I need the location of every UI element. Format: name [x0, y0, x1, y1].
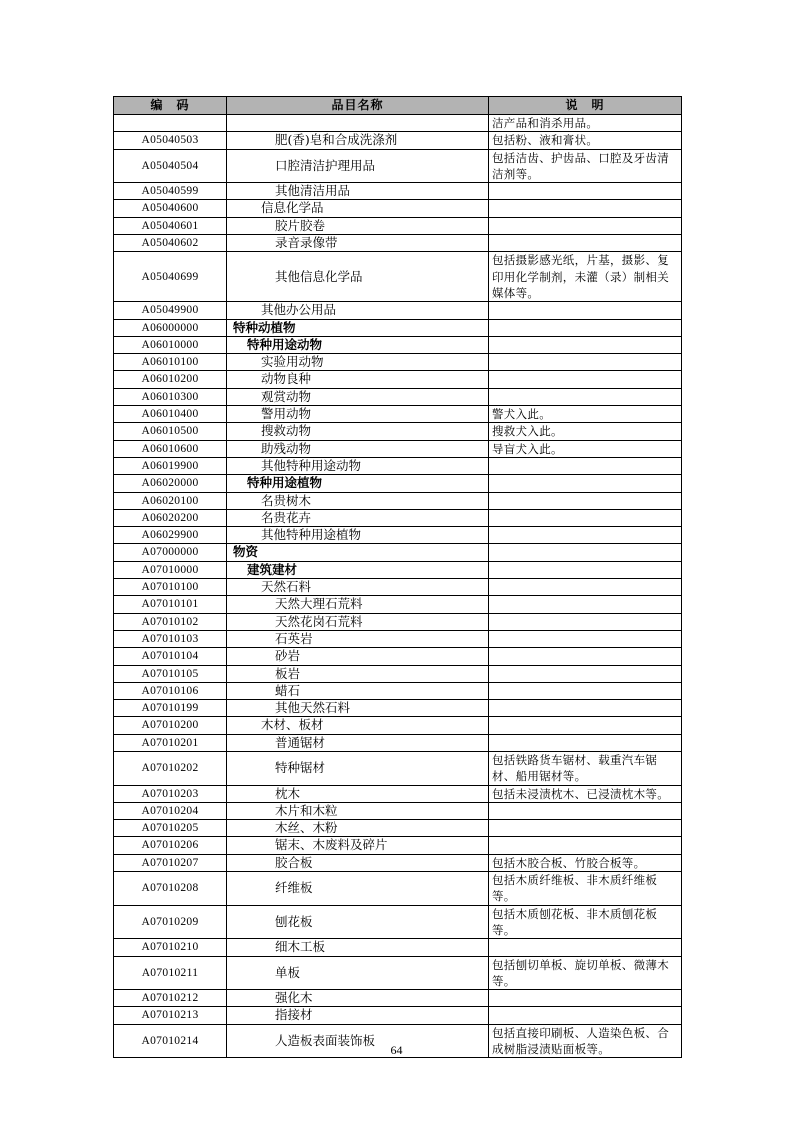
item-name: 细木工板	[275, 939, 326, 955]
item-name-cell	[227, 183, 489, 200]
table-row	[114, 630, 682, 647]
item-code: A06010300	[114, 388, 227, 405]
item-name: 指接材	[275, 1007, 313, 1023]
item-note	[489, 802, 682, 819]
item-name-cell	[227, 200, 489, 217]
item-note	[489, 837, 682, 854]
item-name-cell	[227, 613, 489, 630]
table-row	[114, 579, 682, 596]
table-row	[114, 132, 682, 149]
item-name-cell	[227, 235, 489, 252]
item-code: A07010106	[114, 682, 227, 699]
item-name: 枕木	[275, 785, 301, 801]
table-row	[114, 200, 682, 217]
table-row	[114, 939, 682, 956]
item-name-cell	[227, 492, 489, 509]
item-code: A07010206	[114, 837, 227, 854]
item-name-cell	[227, 802, 489, 819]
item-code: A05040503	[114, 132, 227, 149]
table-row	[114, 457, 682, 474]
item-note: 包括刨切单板、旋切单板、微薄木等。	[489, 956, 682, 990]
item-name: 物资	[233, 544, 259, 560]
header-note: 说 明	[489, 97, 682, 115]
item-name-cell	[227, 132, 489, 149]
table-row	[114, 319, 682, 336]
item-note	[489, 371, 682, 388]
item-code: A07010104	[114, 648, 227, 665]
item-name: 特种用途植物	[247, 475, 323, 491]
item-name: 单板	[275, 964, 301, 980]
item-note	[489, 561, 682, 578]
item-name: 录音录像带	[275, 235, 338, 251]
item-note	[489, 509, 682, 526]
item-name-cell	[227, 440, 489, 457]
header-code: 编 码	[114, 97, 227, 115]
item-note: 包括直接印刷板、人造染色板、合成树脂浸渍贴面板等。	[489, 1024, 682, 1058]
table-row	[114, 354, 682, 371]
table-body	[114, 115, 682, 1058]
table-row	[114, 956, 682, 990]
item-name: 动物良种	[261, 371, 312, 387]
item-name-cell	[227, 820, 489, 837]
item-name: 人造板表面装饰板	[275, 1032, 376, 1048]
item-name-cell	[227, 302, 489, 319]
item-code: A07010205	[114, 820, 227, 837]
item-code: A07010101	[114, 596, 227, 613]
item-name-cell	[227, 354, 489, 371]
item-code: A06010100	[114, 354, 227, 371]
item-note	[489, 613, 682, 630]
item-note: 包括摄影感光纸，片基，摄影、复印用化学制剂，未灌（录）制相关媒体等。	[489, 252, 682, 302]
item-note	[489, 544, 682, 561]
item-note: 洁产品和消杀用品。	[489, 115, 682, 132]
table-row	[114, 837, 682, 854]
item-name-cell	[227, 252, 489, 302]
table-row	[114, 905, 682, 939]
item-note	[489, 665, 682, 682]
table-row	[114, 872, 682, 906]
item-name: 其他清洁用品	[275, 183, 351, 199]
table-row	[114, 665, 682, 682]
item-name: 其他天然石料	[275, 700, 351, 716]
item-note	[489, 217, 682, 234]
item-name: 刨花板	[275, 913, 313, 929]
table-row	[114, 252, 682, 302]
item-name: 特种用途动物	[247, 336, 323, 352]
table-row	[114, 751, 682, 785]
item-code: A06010500	[114, 423, 227, 440]
item-note: 包括洁齿、护齿品、口腔及牙齿清洁剂等。	[489, 149, 682, 183]
item-code: A07010204	[114, 802, 227, 819]
table-row	[114, 854, 682, 871]
item-name: 助残动物	[261, 440, 312, 456]
table-row	[114, 596, 682, 613]
item-code: A05040599	[114, 183, 227, 200]
item-code: A05049900	[114, 302, 227, 319]
item-name: 建筑建材	[247, 561, 298, 577]
item-code: A07010103	[114, 630, 227, 647]
table-row	[114, 492, 682, 509]
item-note: 包括木质纤维板、非木质纤维板等。	[489, 872, 682, 906]
item-note	[489, 527, 682, 544]
item-name-cell	[227, 561, 489, 578]
item-code: A06010600	[114, 440, 227, 457]
item-note	[489, 200, 682, 217]
item-name-cell	[227, 837, 489, 854]
item-code: A06010200	[114, 371, 227, 388]
item-name-cell	[227, 872, 489, 906]
item-name-cell	[227, 457, 489, 474]
item-code: A05040602	[114, 235, 227, 252]
item-name: 其他办公用品	[261, 302, 337, 318]
table-row	[114, 561, 682, 578]
item-name: 搜救动物	[261, 423, 312, 439]
table-row	[114, 1007, 682, 1024]
item-note	[489, 648, 682, 665]
item-name: 蜡石	[275, 682, 301, 698]
item-name: 其他特种用途动物	[261, 457, 362, 473]
item-name-cell	[227, 734, 489, 751]
item-name: 观赏动物	[261, 388, 312, 404]
item-note	[489, 579, 682, 596]
item-name-cell	[227, 544, 489, 561]
item-code: A07010200	[114, 717, 227, 734]
item-name-cell	[227, 785, 489, 802]
item-name-cell	[227, 579, 489, 596]
item-note	[489, 596, 682, 613]
item-code: A06020000	[114, 475, 227, 492]
item-name-cell	[227, 990, 489, 1007]
table-row	[114, 648, 682, 665]
table-row	[114, 785, 682, 802]
item-code: A06010000	[114, 336, 227, 353]
item-code: A07010211	[114, 956, 227, 990]
item-name: 砂岩	[275, 648, 301, 664]
item-name: 天然大理石荒料	[275, 596, 363, 612]
item-name: 普通锯材	[275, 734, 326, 750]
table-row	[114, 336, 682, 353]
item-note: 包括木胶合板、竹胶合板等。	[489, 854, 682, 871]
page-number: 64	[390, 1043, 403, 1057]
item-note	[489, 457, 682, 474]
item-name-cell	[227, 854, 489, 871]
item-code: A05040600	[114, 200, 227, 217]
item-name-cell	[227, 336, 489, 353]
table-row	[114, 406, 682, 423]
table-row	[114, 183, 682, 200]
item-code: A07010201	[114, 734, 227, 751]
item-code: A06020200	[114, 509, 227, 526]
table-header	[114, 97, 682, 115]
item-code: A07010212	[114, 990, 227, 1007]
item-name: 名贵花卉	[261, 509, 312, 525]
item-note	[489, 717, 682, 734]
item-code: A07000000	[114, 544, 227, 561]
header-name: 品目名称	[227, 97, 489, 115]
item-name-cell	[227, 956, 489, 990]
item-name-cell	[227, 1007, 489, 1024]
item-code: A07010207	[114, 854, 227, 871]
item-note	[489, 235, 682, 252]
item-code	[114, 115, 227, 132]
item-name: 木片和木粒	[275, 802, 338, 818]
table-row	[114, 820, 682, 837]
item-note	[489, 939, 682, 956]
item-note	[489, 734, 682, 751]
item-name-cell	[227, 596, 489, 613]
item-note: 包括木质刨花板、非木质刨花板等。	[489, 905, 682, 939]
item-name: 其他信息化学品	[275, 268, 363, 284]
table-row	[114, 990, 682, 1007]
table-row	[114, 235, 682, 252]
item-name: 口腔清洁护理用品	[275, 157, 376, 173]
item-code: A05040504	[114, 149, 227, 183]
table-row	[114, 544, 682, 561]
item-name: 肥(香)皂和合成洗涤剂	[275, 132, 398, 148]
item-name: 天然石料	[261, 579, 312, 595]
item-note: 导盲犬入此。	[489, 440, 682, 457]
item-name: 天然花岗石荒料	[275, 613, 363, 629]
item-name: 名贵树木	[261, 492, 312, 508]
table-row	[114, 149, 682, 183]
item-name: 纤维板	[275, 880, 313, 896]
table-row	[114, 613, 682, 630]
item-note	[489, 319, 682, 336]
table-row	[114, 115, 682, 132]
table-row	[114, 527, 682, 544]
table-row	[114, 717, 682, 734]
item-note	[489, 388, 682, 405]
item-name-cell	[227, 115, 489, 132]
item-name: 木材、板材	[261, 717, 324, 733]
table-row	[114, 423, 682, 440]
item-note: 包括未浸渍枕木、已浸渍枕木等。	[489, 785, 682, 802]
item-name-cell	[227, 905, 489, 939]
item-code: A07010209	[114, 905, 227, 939]
item-name: 实验用动物	[261, 354, 324, 370]
item-name-cell	[227, 648, 489, 665]
item-code: A06000000	[114, 319, 227, 336]
table-row	[114, 388, 682, 405]
table-row	[114, 371, 682, 388]
item-name-cell	[227, 423, 489, 440]
table-row	[114, 682, 682, 699]
item-name-cell	[227, 630, 489, 647]
item-name-cell	[227, 717, 489, 734]
item-note	[489, 302, 682, 319]
item-name-cell	[227, 371, 489, 388]
item-name: 警用动物	[261, 406, 312, 422]
item-name-cell	[227, 700, 489, 717]
item-name: 板岩	[275, 665, 301, 681]
item-name-cell	[227, 665, 489, 682]
table-row	[114, 475, 682, 492]
item-code: A07010203	[114, 785, 227, 802]
item-code: A06019900	[114, 457, 227, 474]
item-note: 包括粉、液和膏状。	[489, 132, 682, 149]
table-row	[114, 440, 682, 457]
item-name-cell	[227, 509, 489, 526]
table-row	[114, 802, 682, 819]
item-name-cell	[227, 319, 489, 336]
item-name-cell	[227, 682, 489, 699]
table-row	[114, 509, 682, 526]
item-name: 特种动植物	[233, 319, 296, 335]
item-code: A07010000	[114, 561, 227, 578]
item-name-cell	[227, 217, 489, 234]
item-name-cell	[227, 751, 489, 785]
item-code: A07010210	[114, 939, 227, 956]
item-note	[489, 820, 682, 837]
item-note	[489, 990, 682, 1007]
item-code: A07010202	[114, 751, 227, 785]
item-note	[489, 183, 682, 200]
item-code: A07010208	[114, 872, 227, 906]
item-name: 其他特种用途植物	[261, 527, 362, 543]
item-note	[489, 475, 682, 492]
item-name-cell	[227, 475, 489, 492]
table-row	[114, 302, 682, 319]
item-name: 石英岩	[275, 630, 313, 646]
item-name-cell	[227, 388, 489, 405]
item-code: A06029900	[114, 527, 227, 544]
item-code: A05040699	[114, 252, 227, 302]
item-name-cell	[227, 939, 489, 956]
item-name: 木丝、木粉	[275, 820, 338, 836]
item-note: 警犬入此。	[489, 406, 682, 423]
item-name-cell	[227, 527, 489, 544]
table-row	[114, 734, 682, 751]
item-name: 强化木	[275, 990, 313, 1006]
item-note	[489, 630, 682, 647]
item-note	[489, 354, 682, 371]
item-note	[489, 336, 682, 353]
item-name: 胶合板	[275, 854, 313, 870]
catalog-table	[113, 96, 682, 1058]
item-name: 锯末、木废料及碎片	[275, 837, 388, 853]
table-row	[114, 700, 682, 717]
item-name: 信息化学品	[261, 200, 324, 216]
item-code: A06010400	[114, 406, 227, 423]
item-code: A07010102	[114, 613, 227, 630]
item-note	[489, 1007, 682, 1024]
item-code: A06020100	[114, 492, 227, 509]
item-note: 搜救犬入此。	[489, 423, 682, 440]
item-name: 胶片胶卷	[275, 217, 326, 233]
item-name: 特种锯材	[275, 760, 326, 776]
item-note	[489, 682, 682, 699]
item-code: A07010213	[114, 1007, 227, 1024]
item-note	[489, 700, 682, 717]
table-row	[114, 217, 682, 234]
item-code: A07010105	[114, 665, 227, 682]
item-name-cell	[227, 406, 489, 423]
item-code: A07010100	[114, 579, 227, 596]
item-note: 包括铁路货车锯材、载重汽车锯材、船用锯材等。	[489, 751, 682, 785]
item-code: A07010199	[114, 700, 227, 717]
item-note	[489, 492, 682, 509]
item-code: A05040601	[114, 217, 227, 234]
item-code: A07010214	[114, 1024, 227, 1058]
item-name-cell	[227, 149, 489, 183]
